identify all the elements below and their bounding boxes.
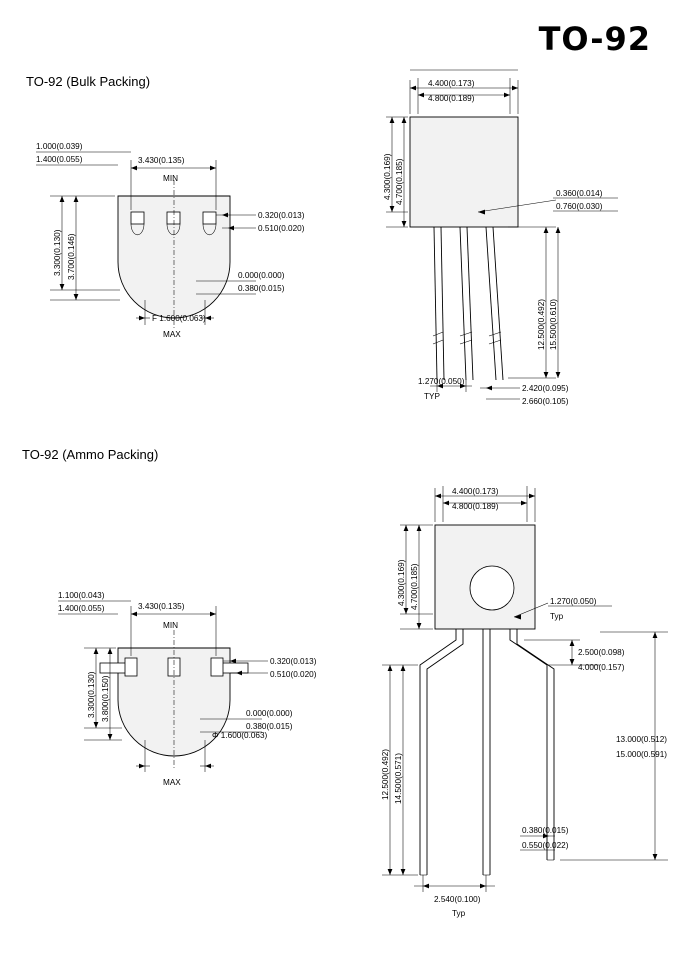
dim-bulkside-4800: 4.800(0.189) <box>428 94 475 103</box>
dim-bulkside-4400: 4.400(0.173) <box>428 79 475 88</box>
dim-bulk-0510: 0.510(0.020) <box>258 224 305 233</box>
dim-ammoside-0380: 0.380(0.015) <box>522 826 569 835</box>
dim-ammoside-4000: 4.000(0.157) <box>578 663 625 672</box>
dim-ammo-3430: 3.430(0.135) <box>138 602 185 611</box>
dim-bulk-0380: 0.380(0.015) <box>238 284 285 293</box>
dim-bulk-min: MIN <box>163 174 179 183</box>
dim-ammo-1400: 1.400(0.055) <box>58 604 105 613</box>
dim-ammo-3300: 3.300(0.130) <box>87 671 96 718</box>
dim-ammoside-12500: 12.500(0.492) <box>381 749 390 800</box>
dim-bulk-0000: 0.000(0.000) <box>238 271 285 280</box>
dim-bulkside-2660: 2.660(0.105) <box>522 397 569 406</box>
dim-ammo-0000: 0.000(0.000) <box>246 709 293 718</box>
dim-ammo-1100: 1.100(0.043) <box>58 591 105 600</box>
dim-bulkside-typ: TYP <box>424 392 440 401</box>
dim-ammoside-0550: 0.550(0.022) <box>522 841 569 850</box>
page-title: TO-92 <box>538 20 651 58</box>
dim-bulkside-2420: 2.420(0.095) <box>522 384 569 393</box>
dim-ammoside-4300: 4.300(0.169) <box>397 559 406 606</box>
dim-bulk-1000: 1.000(0.039) <box>36 142 83 151</box>
dim-bulkside-1270: 1.270(0.050) <box>418 377 465 386</box>
dim-bulkside-12500: 12.500(0.492) <box>537 299 546 350</box>
dim-bulk-1600: F 1.600(0.063) <box>152 314 206 323</box>
dim-ammo-1600: Φ 1.600(0.063) <box>212 731 268 740</box>
dim-ammoside-1270: 1.270(0.050) <box>550 597 597 606</box>
dim-ammo-min: MIN <box>163 621 179 630</box>
dim-ammoside-4400: 4.400(0.173) <box>452 487 499 496</box>
dim-bulkside-0360: 0.360(0.014) <box>556 189 603 198</box>
dim-ammoside-14500: 14.500(0.571) <box>394 753 403 804</box>
dim-ammoside-typ1: Typ <box>550 612 564 621</box>
dim-ammoside-typ2: Typ <box>452 909 466 918</box>
dim-ammo-0510: 0.510(0.020) <box>270 670 317 679</box>
dim-bulk-3430: 3.430(0.135) <box>138 156 185 165</box>
dim-bulkside-4700: 4.700(0.185) <box>395 158 404 205</box>
dim-ammo-0380: 0.380(0.015) <box>246 722 293 731</box>
section-label-bulk: TO-92 (Bulk Packing) <box>26 74 151 89</box>
dim-ammoside-4700: 4.700(0.185) <box>410 563 419 610</box>
dim-bulkside-4300: 4.300(0.169) <box>383 153 392 200</box>
dim-ammoside-15000: 15.000(0.591) <box>616 750 667 759</box>
dim-bulkside-0760: 0.760(0.030) <box>556 202 603 211</box>
dim-ammoside-2500: 2.500(0.098) <box>578 648 625 657</box>
dim-ammoside-2540: 2.540(0.100) <box>434 895 481 904</box>
dim-ammo-0320: 0.320(0.013) <box>270 657 317 666</box>
dim-bulk-max: MAX <box>163 330 181 339</box>
dim-bulk-0320: 0.320(0.013) <box>258 211 305 220</box>
section-label-ammo: TO-92 (Ammo Packing) <box>22 447 159 462</box>
dim-ammo-max: MAX <box>163 778 181 787</box>
dim-bulkside-15500: 15.500(0.610) <box>549 299 558 350</box>
dim-bulk-1400: 1.400(0.055) <box>36 155 83 164</box>
dim-ammoside-4800: 4.800(0.189) <box>452 502 499 511</box>
dim-bulk-3300: 3.300(0.130) <box>53 229 62 276</box>
dim-bulk-3700: 3.700(0.146) <box>67 233 76 280</box>
dim-ammoside-13000: 13.000(0.512) <box>616 735 667 744</box>
dim-ammo-3800: 3.800(0.150) <box>101 675 110 722</box>
